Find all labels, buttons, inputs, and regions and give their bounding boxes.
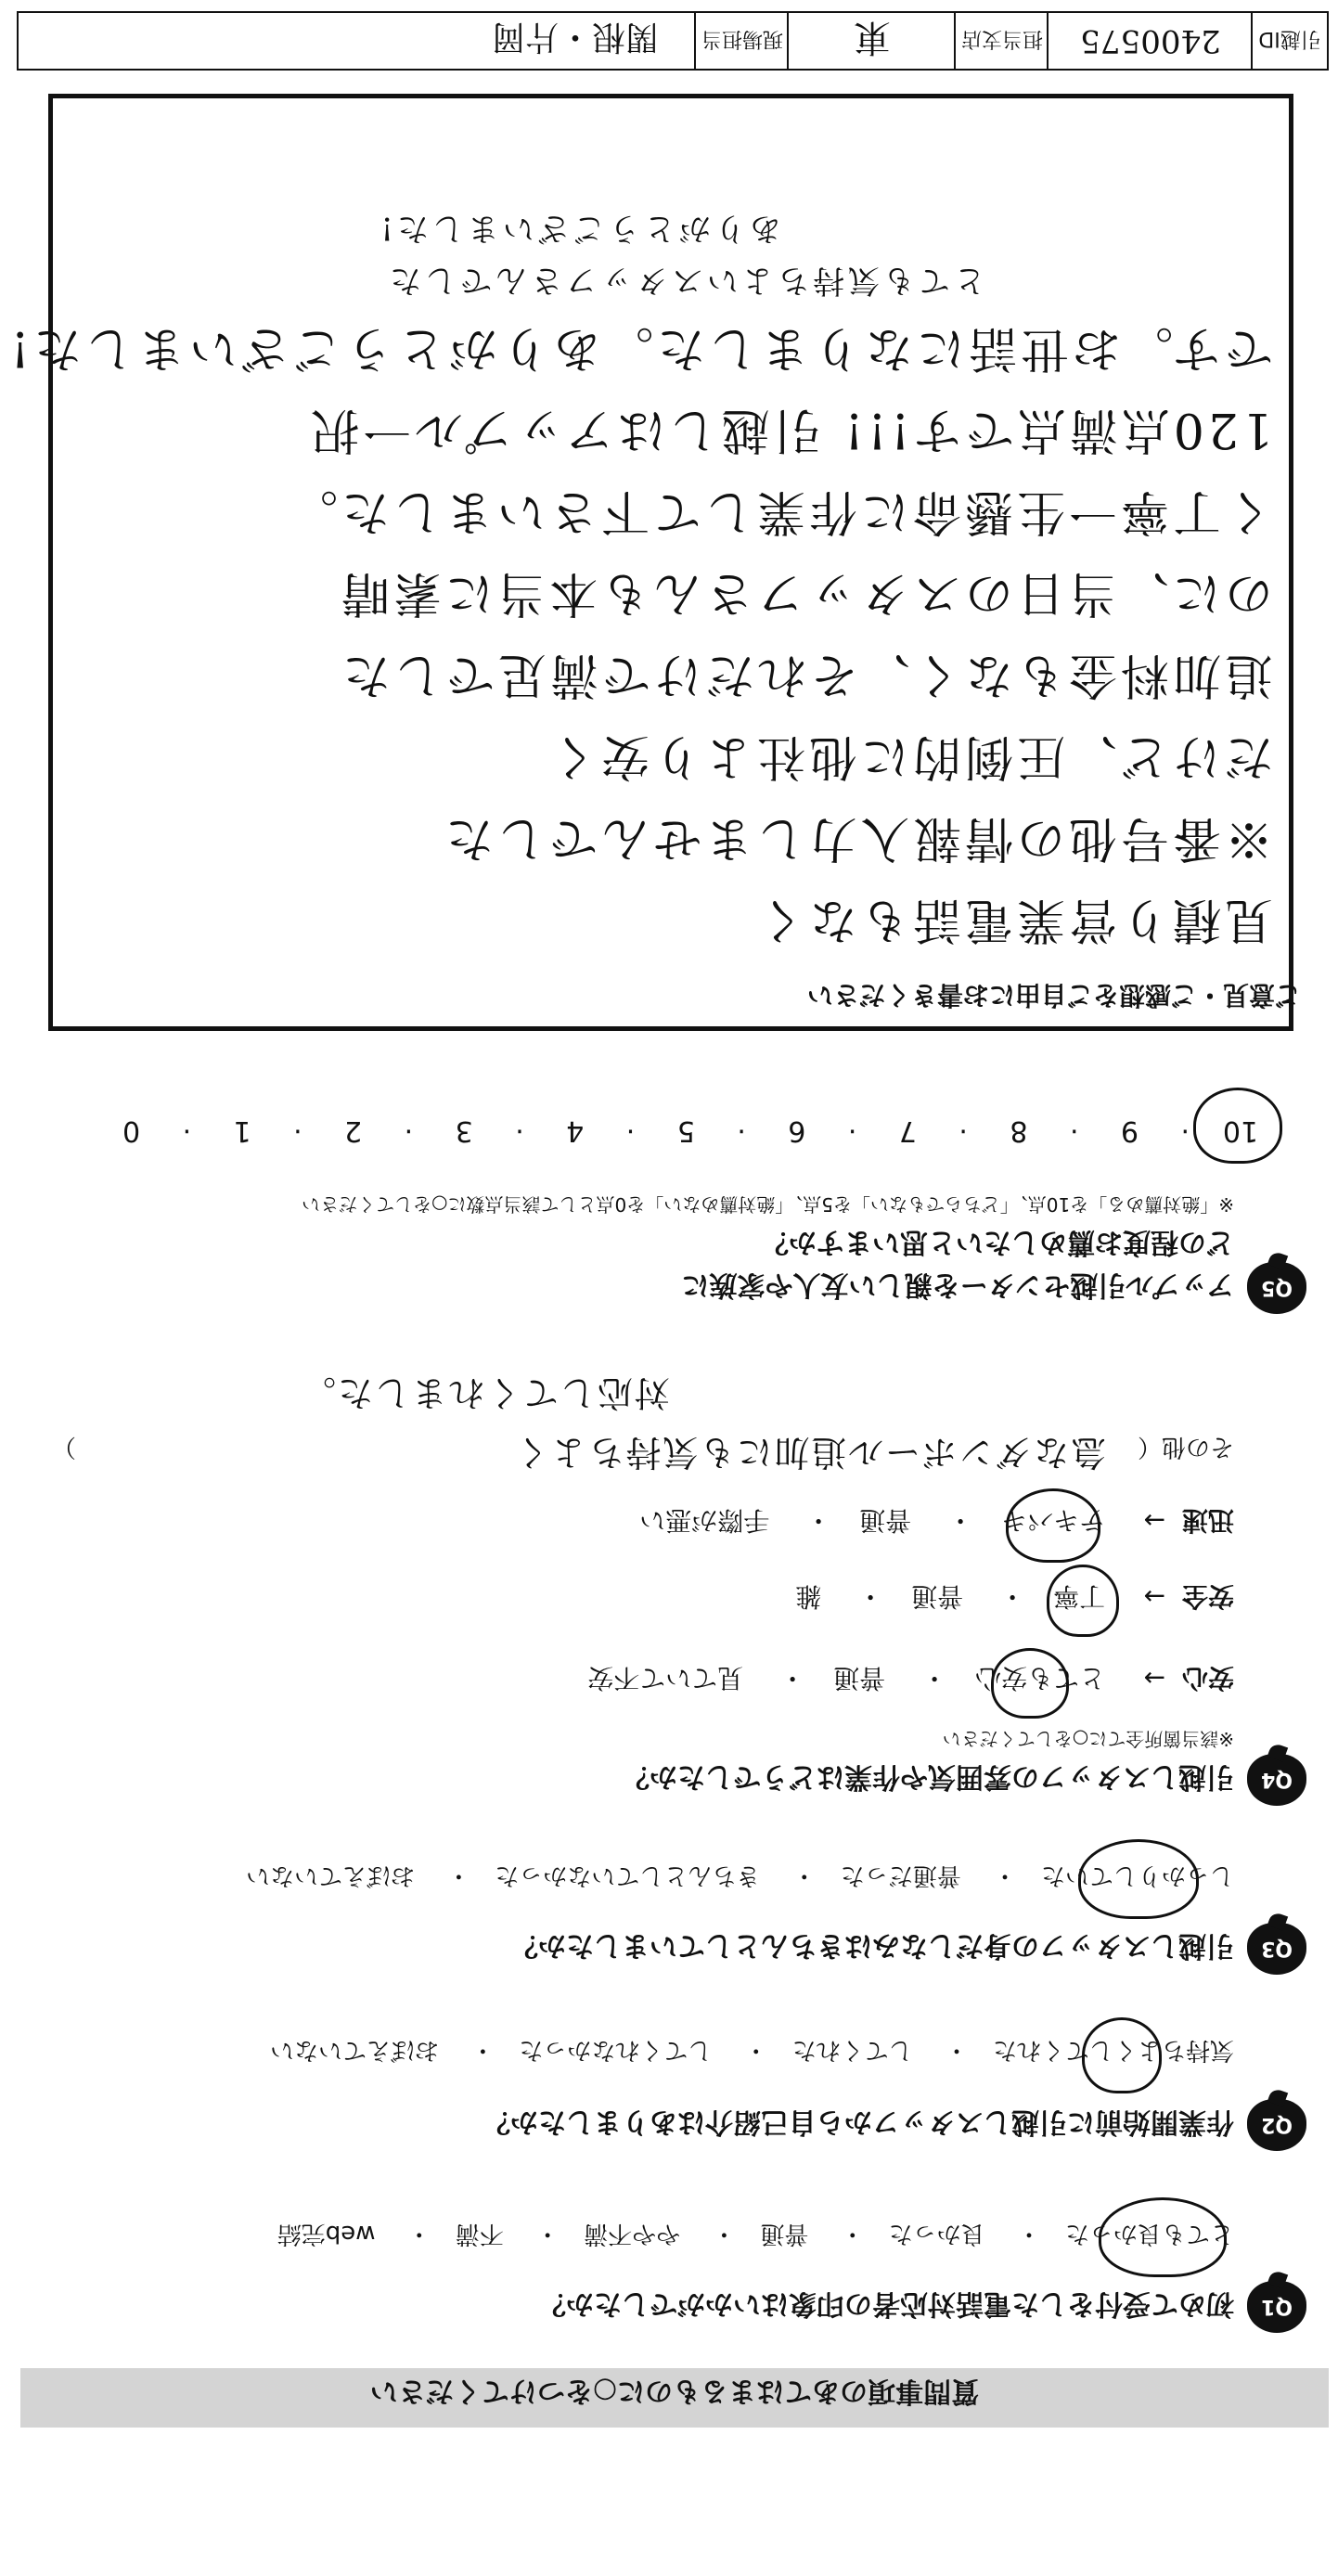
arrow-icon: → bbox=[1143, 1581, 1165, 1612]
comment-line: のに、当日のスタッフさんも本当に素晴 bbox=[337, 565, 1273, 621]
branch-value: 東 bbox=[787, 13, 956, 69]
q1-option[interactable]: やや不満 bbox=[584, 2220, 681, 2248]
q4-note: ※該当箇所全てに○をしてください bbox=[942, 1728, 1234, 1750]
comment-line: ※番号他の情報入力しませんでした bbox=[441, 810, 1273, 866]
q3-option[interactable]: きちんとしていなかった bbox=[495, 1861, 761, 1889]
staff-label: 現場担当 bbox=[694, 13, 789, 69]
q2-option[interactable]: してくれなかった bbox=[519, 2036, 713, 2064]
q4-jinsoku-heart-mark bbox=[1006, 1488, 1100, 1563]
q3-badge: Q3 bbox=[1247, 1923, 1306, 1975]
q4-other-handwritten: 急なダンボール追加にも気持ちよく bbox=[512, 1432, 1106, 1473]
q5-score[interactable]: 1 bbox=[233, 1114, 251, 1147]
instruction-banner bbox=[20, 2368, 1329, 2428]
q4-row-anzen: 安全→ 丁寧・ 普通・ 雑 bbox=[795, 1579, 1234, 1616]
q5-score[interactable]: 4 bbox=[566, 1114, 585, 1147]
q1-option[interactable]: 不満 bbox=[455, 2220, 504, 2248]
q4-row-anshin: 安心→ とても安心・ 普通・ 見ていて不安 bbox=[587, 1661, 1234, 1698]
q5-question-2: どの程度お薦めしたいと思いますか？ bbox=[761, 1226, 1234, 1258]
q1-selection-heart-mark bbox=[1099, 2197, 1227, 2277]
staff-value: 関根・片岡 bbox=[491, 18, 659, 56]
move-id-value: 2400575 bbox=[1047, 13, 1253, 69]
q4-row-label: 迅速 bbox=[1181, 1505, 1234, 1536]
comment-line: です。お世話になりました。ありがとうございました! bbox=[6, 320, 1273, 376]
branch-label: 担当支店 bbox=[954, 13, 1049, 69]
q5-score[interactable]: 7 bbox=[898, 1114, 917, 1147]
q2-badge: Q2 bbox=[1247, 2099, 1306, 2151]
instruction-text: 質問事項のあてはまるものに○をつけてください bbox=[369, 2375, 980, 2407]
q4-option[interactable]: テキパキ bbox=[1001, 1505, 1106, 1536]
q4-other-label: その他（ bbox=[1137, 1433, 1234, 1461]
footer-table bbox=[17, 11, 1329, 71]
q4-badge: Q4 bbox=[1247, 1754, 1306, 1806]
q3-question: 引越しスタッフの身だしなみはきちんとしていましたか？ bbox=[510, 1929, 1234, 1962]
q1-option[interactable]: とても良かった bbox=[1064, 2220, 1234, 2248]
q4-anshin-heart-mark bbox=[991, 1648, 1069, 1719]
q5-score[interactable]: 8 bbox=[1010, 1114, 1028, 1147]
q3-option[interactable]: 普通だった bbox=[840, 1861, 961, 1889]
q5-score[interactable]: 6 bbox=[788, 1114, 806, 1147]
q4-option[interactable]: 普通 bbox=[833, 1663, 886, 1694]
q4-other-close: ） bbox=[51, 1433, 76, 1461]
q2-option[interactable]: 気持ちよくしてくれた bbox=[992, 2036, 1234, 2064]
comment-line: く丁寧一生懸命に作業して下さいました。 bbox=[285, 483, 1273, 539]
q1-question: 初めて受付をした電話対応者の印象はいかがでしたか？ bbox=[538, 2287, 1234, 2320]
q5-score[interactable]: 2 bbox=[344, 1114, 363, 1147]
move-id-label: 引越ID bbox=[1251, 13, 1327, 69]
q4-option[interactable]: 普通 bbox=[859, 1505, 912, 1536]
comment-line: 見積り営業電話もなく bbox=[753, 892, 1273, 947]
comment-line: だけど、圧倒的に他社より安く bbox=[545, 728, 1273, 784]
q5-note: ※「絶対薦める」を10点、「どちらでもない」を5点、「絶対薦めない」を0点として該当点数に○をしてください bbox=[302, 1193, 1234, 1216]
arrow-icon: → bbox=[1143, 1505, 1165, 1536]
q5-score[interactable]: 5 bbox=[676, 1114, 695, 1147]
q4-anzen-heart-mark bbox=[1047, 1565, 1119, 1637]
q2-question: 作業開始前に引越しスタッフから自己紹介はありましたか？ bbox=[482, 2106, 1234, 2138]
q4-option[interactable]: 普通 bbox=[911, 1581, 964, 1612]
comments-heading: ご意見・ご感想をご自由にお書きください bbox=[806, 980, 1301, 1011]
q5-selection-heart-mark bbox=[1193, 1088, 1282, 1164]
comment-line: ありがとうございました! bbox=[377, 210, 781, 247]
q4-row-label: 安心 bbox=[1181, 1663, 1234, 1694]
q3-options: しっかりしていた・ 普通だった・ きちんとしていなかった・ おぼえていない bbox=[246, 1861, 1234, 1889]
q5-scale: 10·9·8·7·6·5·4·3·2·1·0 bbox=[81, 1114, 1292, 1147]
arrow-icon: → bbox=[1143, 1663, 1165, 1694]
q5-score[interactable]: 10 bbox=[1222, 1114, 1259, 1147]
q3-selection-heart-mark bbox=[1078, 1839, 1199, 1919]
q4-other-handwritten-2: 対応してくれました。 bbox=[298, 1372, 670, 1413]
comment-line: とても気持ちよいスタッフさんでした bbox=[386, 262, 985, 299]
q4-option[interactable]: 見ていて不安 bbox=[587, 1663, 744, 1694]
q2-selection-heart-mark bbox=[1082, 2017, 1162, 2093]
q4-option[interactable]: 手際が悪い bbox=[639, 1505, 770, 1536]
q1-badge: Q1 bbox=[1247, 2281, 1306, 2333]
q4-question: 引越しスタッフの雰囲気や作業はどうでしたか？ bbox=[622, 1760, 1234, 1793]
q5-question: アップル引越センターを親しい友人や家族に bbox=[681, 1269, 1234, 1301]
q5-score[interactable]: 0 bbox=[122, 1114, 141, 1147]
q3-option[interactable]: しっかりしていた bbox=[1040, 1861, 1234, 1889]
q5-badge: Q5 bbox=[1247, 1262, 1306, 1314]
q1-option[interactable]: 普通 bbox=[760, 2220, 809, 2248]
q5-score[interactable]: 3 bbox=[455, 1114, 473, 1147]
q1-option[interactable]: 良かった bbox=[888, 2220, 985, 2248]
q1-options: とても良かった・ 良かった・ 普通・ やや不満・ 不満・ web完結 bbox=[277, 2220, 1234, 2248]
q4-row-label: 安全 bbox=[1181, 1581, 1234, 1612]
q2-option[interactable]: してくれた bbox=[791, 2036, 913, 2064]
q3-option[interactable]: おぼえていない bbox=[246, 1861, 416, 1889]
q4-row-jinsoku: 迅速→ テキパキ・ 普通・ 手際が悪い bbox=[639, 1503, 1234, 1540]
q4-option[interactable]: 丁寧 bbox=[1053, 1581, 1106, 1612]
q4-option[interactable]: とても安心 bbox=[975, 1663, 1106, 1694]
q4-option[interactable]: 雑 bbox=[795, 1581, 822, 1612]
q5-score[interactable]: 9 bbox=[1120, 1114, 1139, 1147]
q2-option[interactable]: おぼえていない bbox=[270, 2036, 440, 2064]
comment-line: 追加料金もなく、それだけで満足でした bbox=[339, 647, 1273, 702]
q1-option[interactable]: web完結 bbox=[277, 2220, 376, 2248]
q2-options: 気持ちよくしてくれた・ してくれた・ してくれなかった・ おぼえていない bbox=[270, 2036, 1234, 2064]
comment-line: 120点満点です!!! 引越しはアップル一択 bbox=[307, 402, 1273, 457]
